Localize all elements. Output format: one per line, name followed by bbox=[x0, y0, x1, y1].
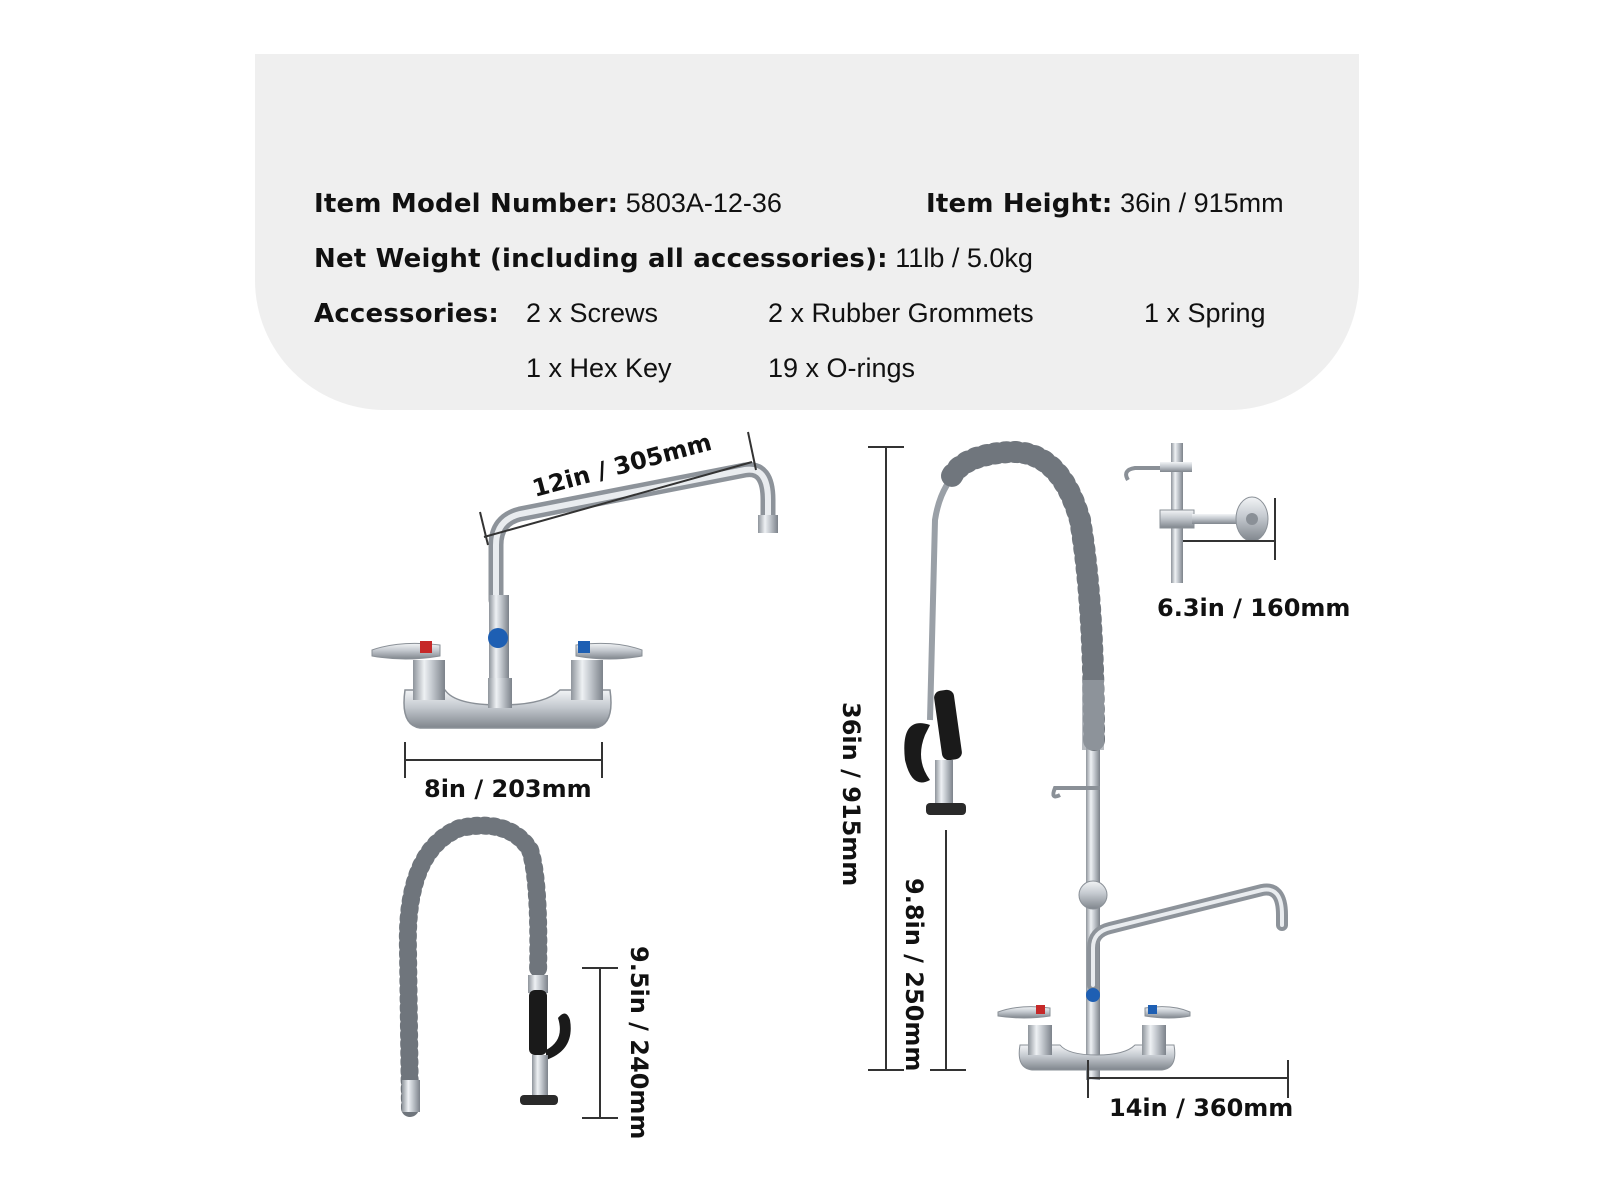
total-height-dimension bbox=[837, 447, 904, 1070]
pre-rinse-hose-illustration bbox=[402, 826, 571, 1112]
net-weight-label: Net Weight (including all accessories): bbox=[314, 244, 888, 274]
spray-valve-height-text: 9.8in / 250mm bbox=[900, 878, 928, 1072]
spray-grip-icon bbox=[529, 990, 547, 1055]
sprayer-height-text: 9.5in / 240mm bbox=[625, 946, 653, 1140]
accessories-label: Accessories: bbox=[314, 299, 500, 329]
accessory-item: 1 x Hex Key bbox=[526, 353, 672, 383]
sprayer-height-dimension bbox=[582, 946, 653, 1139]
spout-length-dimension bbox=[480, 428, 756, 545]
wall-bracket-illustration bbox=[1126, 443, 1268, 583]
wall-mount-faucet-illustration bbox=[372, 470, 778, 728]
spout-length-text: 12in / 305mm bbox=[529, 428, 715, 503]
pre-rinse-unit-illustration bbox=[904, 452, 1282, 1080]
item-height-label: Item Height: bbox=[926, 189, 1113, 219]
accessory-item: 1 x Spring bbox=[1144, 298, 1266, 328]
model-number-label: Item Model Number: bbox=[314, 189, 619, 219]
net-weight-value: 11lb / 5.0kg bbox=[895, 243, 1033, 273]
wall-bracket-text: 6.3in / 160mm bbox=[1157, 594, 1351, 622]
accessory-item: 2 x Rubber Grommets bbox=[768, 298, 1034, 328]
model-number-value: 5803A-12-36 bbox=[625, 188, 782, 218]
faucet-center-text: 8in / 203mm bbox=[424, 775, 592, 803]
hot-handle-icon bbox=[420, 641, 432, 653]
accessory-item: 19 x O-rings bbox=[768, 353, 916, 383]
base-width-text: 14in / 360mm bbox=[1109, 1094, 1294, 1122]
faucet-center-dimension bbox=[405, 742, 602, 803]
item-height-value: 36in / 915mm bbox=[1120, 188, 1284, 218]
total-height-text: 36in / 915mm bbox=[837, 702, 865, 887]
cold-handle-icon bbox=[578, 641, 590, 653]
spray-valve-height-dimension bbox=[900, 830, 966, 1071]
cold-indicator-icon bbox=[488, 628, 508, 648]
accessory-item: 2 x Screws bbox=[526, 298, 659, 328]
